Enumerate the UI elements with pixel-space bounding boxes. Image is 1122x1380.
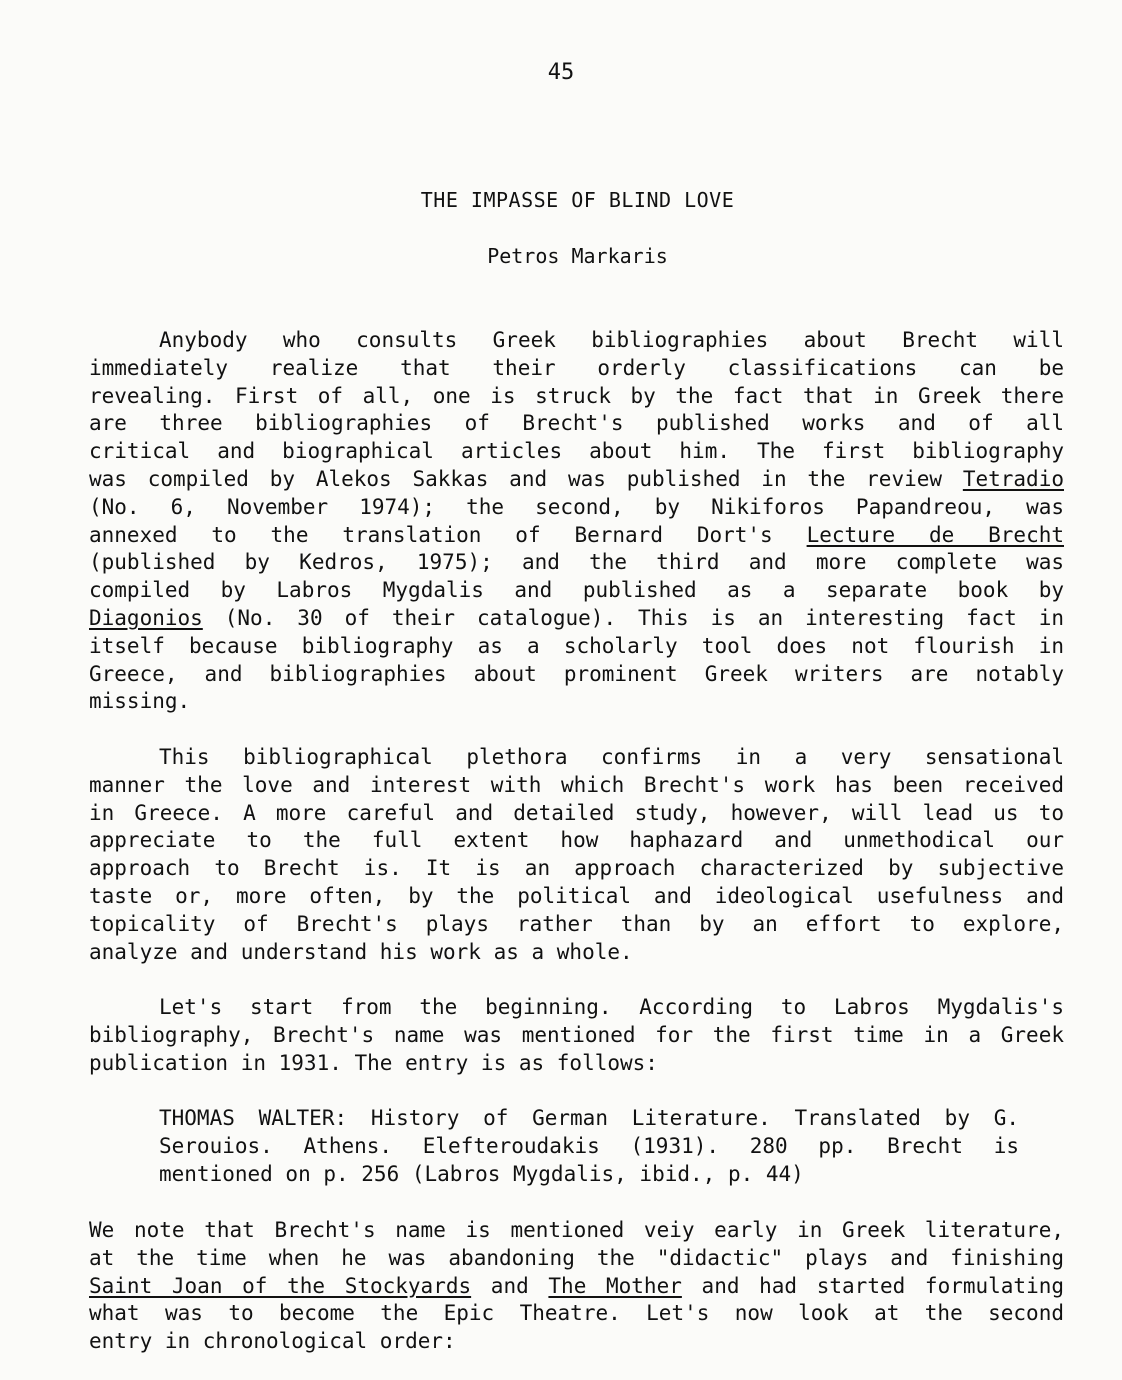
text-line: critical and biographical articles about him. The first bibliography: [89, 439, 1064, 464]
text-segment: and: [471, 1273, 549, 1298]
text-line: taste or, more often, by the political and ideological usefulness and: [89, 883, 1064, 908]
text-line: compiled by Labros Mygdalis and published as a separate book by: [89, 578, 1064, 603]
text-line: [89, 466, 1064, 494]
text-line: manner the love and interest with which Brecht's work has been received: [89, 772, 1064, 797]
page-number: 45: [547, 60, 575, 85]
text-line: [89, 522, 1064, 550]
play-title-the-mother: The Mother: [548, 1273, 682, 1298]
text-line: We note that Brecht's name is mentioned veiy early in Greek literature,: [89, 1218, 1064, 1242]
text-line: [89, 1273, 1064, 1301]
text-line: entry in chronological order:: [89, 1329, 456, 1354]
text-line: Greece, and bibliographies about prominent Greek writers are notably: [89, 661, 1064, 686]
text-line: This bibliographical plethora confirms in a very sensational: [159, 745, 1064, 769]
text-line: Anybody who consults Greek bibliographies about Brecht will: [159, 328, 1064, 352]
text-line: are three bibliographies of Brecht's published works and of all: [89, 411, 1064, 436]
article-author: Petros Markaris: [487, 244, 668, 268]
text-line: approach to Brecht is. It is an approach characterized by subjective: [89, 856, 1064, 881]
play-title-saint-joan: Saint Joan of the Stockyards: [89, 1273, 472, 1298]
paragraph-2: [89, 744, 1064, 966]
text-line: Let's start from the beginning. According to Labros Mygdalis's: [159, 995, 1064, 1019]
text-line: itself because bibliography as a scholarly tool does not flourish in: [89, 633, 1064, 658]
paragraph-1: [89, 327, 1064, 716]
text-line: in Greece. A more careful and detailed study, however, will lead us to: [89, 800, 1064, 825]
text-segment: was compiled by Alekos Sakkas and was published in the review: [89, 466, 963, 491]
quote-line: Serouios. Athens. Elefteroudakis (1931). 280 pp. Brecht is: [159, 1133, 1019, 1158]
text-line: topicality of Brecht's plays rather than by an effort to explore,: [89, 911, 1064, 936]
text-line: immediately realize that their orderly classifications can be: [89, 355, 1064, 380]
article-title: THE IMPASSE OF BLIND LOVE: [420, 188, 735, 212]
block-quote: [159, 1105, 1019, 1188]
text-line: missing.: [89, 689, 191, 714]
text-segment: and had started formulating: [681, 1273, 1064, 1298]
text-segment: (No. 30 of their catalogue). This is an interesting fact in: [202, 605, 1064, 630]
quote-line: THOMAS WALTER: History of German Literature. Translated by G.: [159, 1106, 1019, 1130]
text-segment: annexed to the translation of Bernard Dort's: [89, 522, 807, 547]
paragraph-3: [89, 994, 1064, 1077]
text-line: revealing. First of all, one is struck by the fact that in Greek there: [89, 383, 1064, 408]
text-line: (No. 6, November 1974); the second, by Nikiforos Papandreou, was: [89, 494, 1064, 519]
text-line: bibliography, Brecht's name was mentioned for the first time in a Greek: [89, 1022, 1064, 1047]
journal-title-tetradio: Tetradio: [962, 466, 1064, 491]
text-line: at the time when he was abandoning the "didactic" plays and finishing: [89, 1245, 1064, 1270]
text-line: (published by Kedros, 1975); and the third and more complete was: [89, 550, 1064, 575]
text-line: analyze and understand his work as a whole.: [89, 939, 633, 964]
text-line: what was to become the Epic Theatre. Let's now look at the second: [89, 1301, 1064, 1326]
publisher-diagonios: Diagonios: [89, 605, 203, 630]
text-line: [89, 605, 1064, 633]
book-title-lecture-de-brecht: Lecture de Brecht: [806, 522, 1064, 547]
quote-line: mentioned on p. 256 (Labros Mygdalis, ibid., p. 44): [159, 1161, 804, 1186]
text-line: publication in 1931. The entry is as follows:: [89, 1050, 658, 1075]
paragraph-4: [89, 1217, 1064, 1356]
text-line: appreciate to the full extent how haphazard and unmethodical our: [89, 828, 1064, 853]
